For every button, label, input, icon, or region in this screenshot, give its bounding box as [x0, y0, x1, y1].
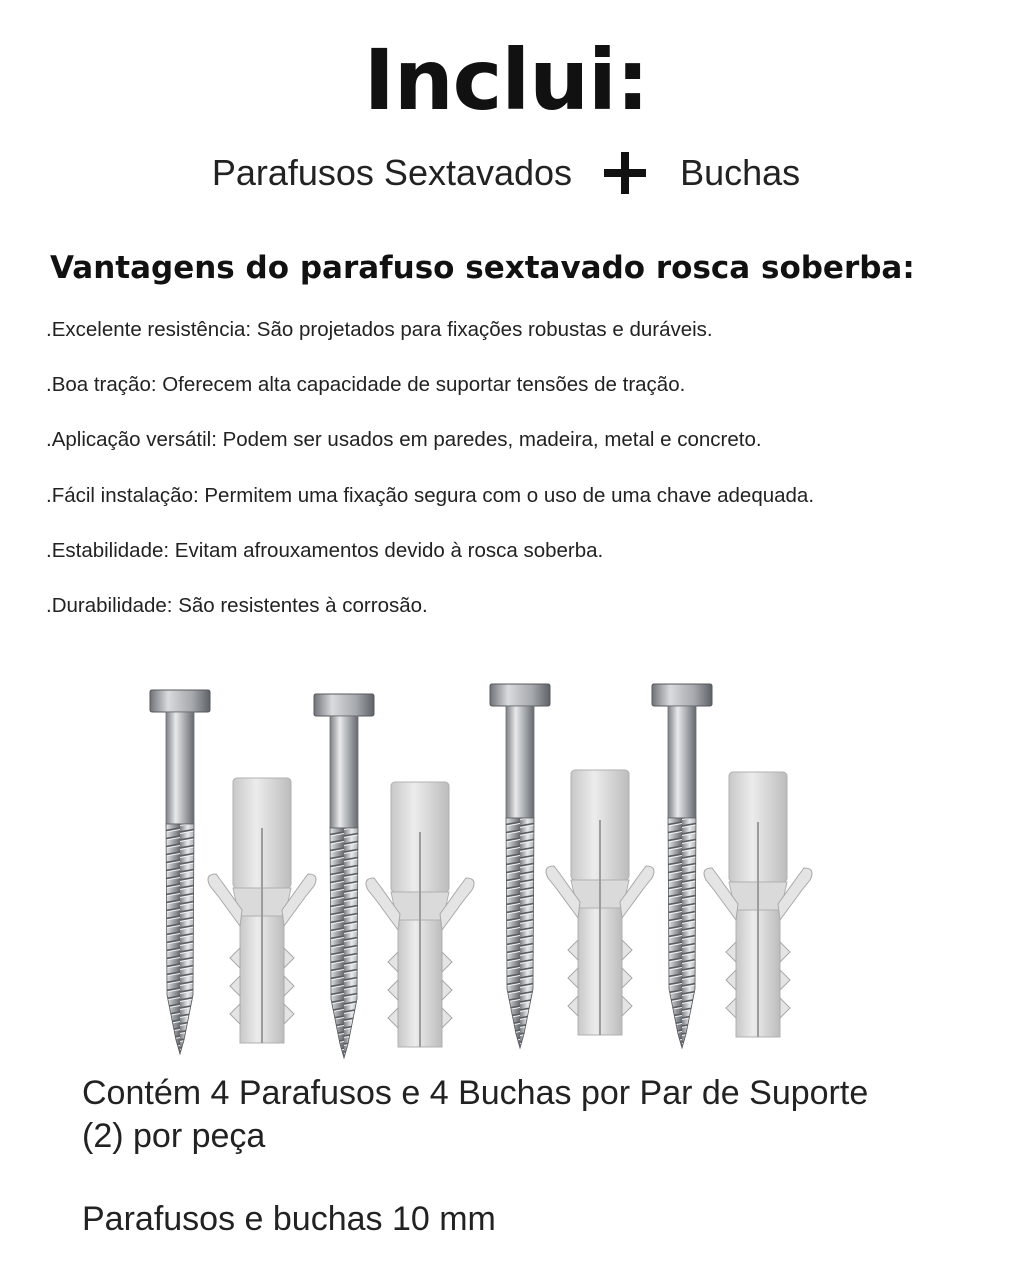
screw-icon: [150, 690, 210, 1054]
advantages-heading: Vantagens do parafuso sextavado rosca soberba:: [50, 250, 915, 286]
advantage-item: .Aplicação versátil: Podem ser usados em paredes, madeira, metal e concreto.: [46, 428, 762, 451]
package-contents: Contém 4 Parafusos e 4 Buchas por Par de Suporte: [82, 1074, 869, 1112]
wall-plug-icon: [366, 782, 474, 1047]
included-items: [0, 152, 1012, 194]
screw-icon: [490, 684, 550, 1048]
size-info: Parafusos e buchas 10 mm: [82, 1200, 496, 1238]
advantage-item: .Boa tração: Oferecem alta capacidade de suportar tensões de tração.: [46, 373, 686, 396]
wall-plug-icon: [704, 772, 812, 1037]
screws-and-anchors-illustration: [140, 680, 830, 1060]
included-screws-label: Parafusos Sextavados: [211, 152, 573, 193]
wall-plug-icon: [546, 770, 654, 1035]
screw-icon: [652, 684, 712, 1048]
advantage-item: .Fácil instalação: Permitem uma fixação segura com o uso de uma chave adequada.: [46, 484, 815, 507]
advantage-item: .Durabilidade: São resistentes à corrosão.: [46, 594, 428, 617]
advantage-item: .Estabilidade: Evitam afrouxamentos devido à rosca soberba.: [46, 539, 604, 562]
plus-icon: [604, 152, 646, 194]
screw-icon: [314, 694, 374, 1058]
advantage-item: .Excelente resistência: São projetados para fixações robustas e duráveis.: [46, 318, 713, 341]
included-anchors-label: Buchas: [680, 152, 801, 193]
wall-plug-icon: [208, 778, 316, 1043]
page-title: Inclui:: [363, 31, 649, 129]
package-contents-note: (2) por peça: [82, 1117, 266, 1155]
